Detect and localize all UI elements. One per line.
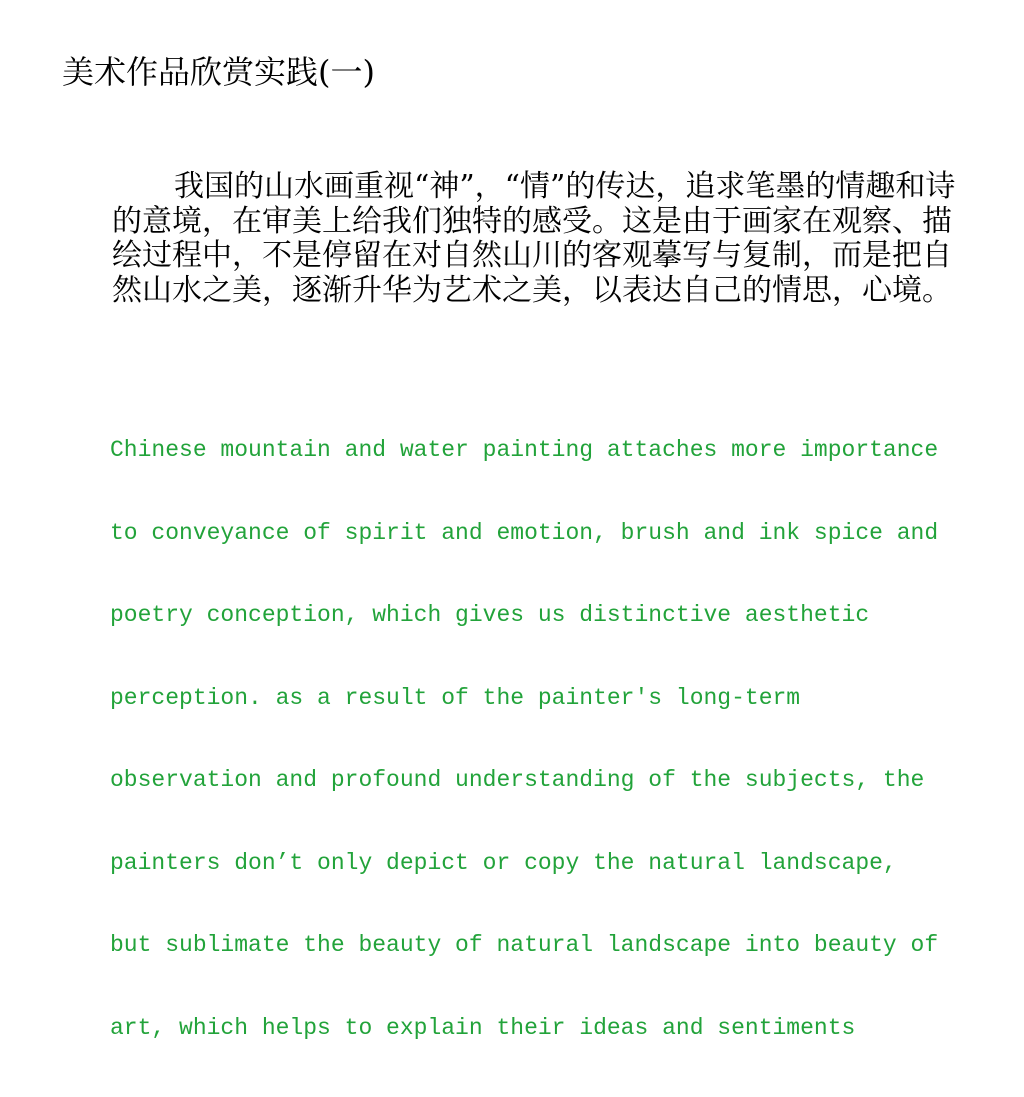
- english-line: perception. as a result of the painter's long-term: [110, 684, 801, 711]
- english-line: Chinese mountain and water painting attaches more importance: [110, 437, 939, 463]
- english-line: painters don’t only depict or copy the natural landscape,: [110, 849, 897, 876]
- chinese-paragraph: 我国的山水画重视“神”，“情”的传达，追求笔墨的情趣和诗的意境，在审美上给我们独特的感受。这是由于画家在观察、描绘过程中，不是停留在对自然山川的客观摹写与复制，而是把自然山水之美，逐渐升华为艺术之美，以表达自己的情思，心境。: [112, 169, 956, 308]
- english-line: art, which helps to explain their ideas and sentiments: [110, 1014, 856, 1041]
- english-line: to conveyance of spirit and emotion, brush and ink spice and: [110, 519, 939, 546]
- english-paragraph: [110, 382, 976, 1097]
- english-line: poetry conception, which gives us distinctive aesthetic: [110, 602, 870, 628]
- slide-title: 美术作品欣赏实践(一): [62, 53, 375, 91]
- english-line: observation and profound understanding of the subjects, the: [110, 767, 925, 793]
- english-line: but sublimate the beauty of natural landscape into beauty of: [110, 932, 939, 958]
